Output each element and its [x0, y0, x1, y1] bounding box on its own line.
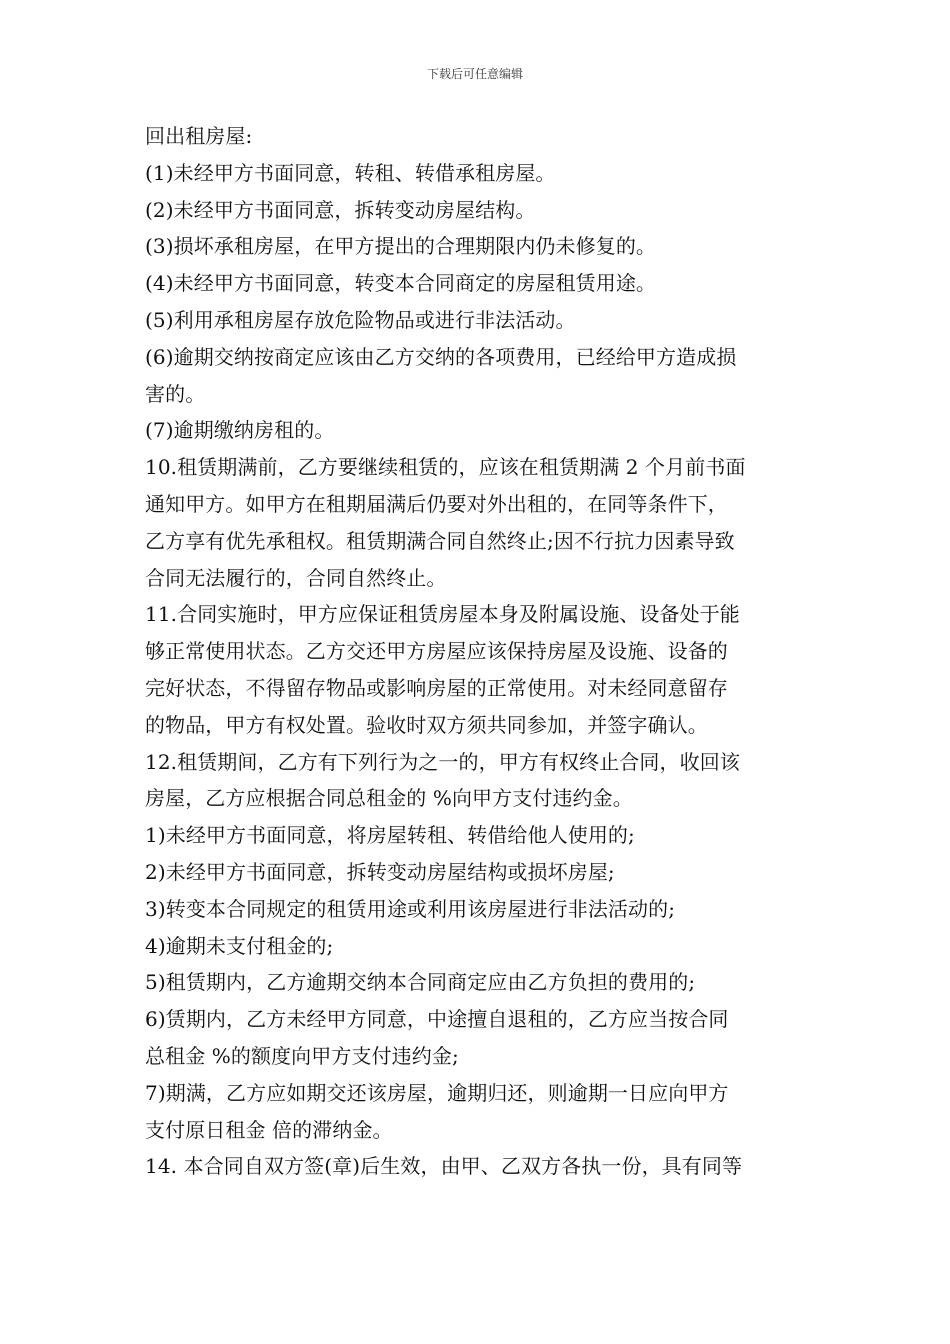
text-line: (6)逾期交纳按商定应该由乙方交纳的各项费用，已经给甲方造成损	[145, 344, 737, 369]
text-line: 4)逾期未支付租金的;	[145, 933, 334, 958]
page-header: 下载后可任意编辑	[426, 67, 523, 81]
text-line: (1)未经甲方书面同意，转租、转借承租房屋。	[145, 160, 556, 185]
text-line: 够正常使用状态。乙方交还甲方房屋应该保持房屋及设施、设备的	[145, 639, 728, 664]
text-line: 14. 本合同自双方签(章)后生效，由甲、乙双方各执一份，具有同等	[145, 1154, 743, 1179]
text-line: (7)逾期缴纳房租的。	[145, 418, 335, 443]
text-line: 2)未经甲方书面同意，拆转变动房屋结构或损坏房屋;	[145, 859, 615, 884]
text-line: 1)未经甲方书面同意，将房屋转租、转借给他人使用的;	[145, 823, 635, 848]
text-line: 12.租赁期间，乙方有下列行为之一的，甲方有权终止合同，收回该	[145, 749, 740, 774]
text-line: 通知甲方。如甲方在租期届满后仍要对外出租的，在同等条件下，	[145, 491, 728, 516]
text-line: (3)损坏承租房屋，在甲方提出的合理期限内仍未修复的。	[145, 234, 657, 259]
text-line: 3)转变本合同规定的租赁用途或利用该房屋进行非法活动的;	[145, 896, 676, 921]
text-line: (2)未经甲方书面同意，拆转变动房屋结构。	[145, 197, 536, 222]
text-line: 支付原日租金 倍的滞纳金。	[145, 1117, 393, 1142]
text-line: 11.合同实施时，甲方应保证租赁房屋本身及附属设施、设备处于能	[145, 602, 740, 627]
text-line: 房屋，乙方应根据合同总租金的 %向甲方支付违约金。	[145, 786, 633, 811]
text-line: 7)期满，乙方应如期交还该房屋，逾期归还，则逾期一日应向甲方	[145, 1080, 729, 1105]
text-line: (4)未经甲方书面同意，转变本合同商定的房屋租赁用途。	[145, 271, 657, 296]
text-line: 回出租房屋:	[145, 124, 253, 148]
text-line: (5)利用承租房屋存放危险物品或进行非法活动。	[145, 307, 576, 332]
text-line: 5)租赁期内，乙方逾期交纳本合同商定应由乙方负担的费用的;	[145, 970, 696, 995]
text-line: 害的。	[145, 381, 206, 406]
text-line: 6)赁期内，乙方未经甲方同意，中途擅自退租的，乙方应当按合同	[145, 1007, 729, 1032]
text-line: 总租金 %的额度向甲方支付违约金;	[145, 1043, 459, 1068]
text-line: 10.租赁期满前，乙方要继续租赁的，应该在租赁期满 2 个月前书面	[145, 455, 746, 480]
text-line: 乙方享有优先承租权。租赁期满合同自然终止;因不行抗力因素导致	[145, 528, 735, 553]
text-line: 完好状态，不得留存物品或影响房屋的正常使用。对未经同意留存	[145, 675, 728, 700]
text-line: 合同无法履行的，合同自然终止。	[145, 565, 447, 590]
text-line: 的物品，甲方有权处置。验收时双方须共同参加，并签字确认。	[145, 712, 708, 737]
document-body	[145, 118, 809, 1185]
